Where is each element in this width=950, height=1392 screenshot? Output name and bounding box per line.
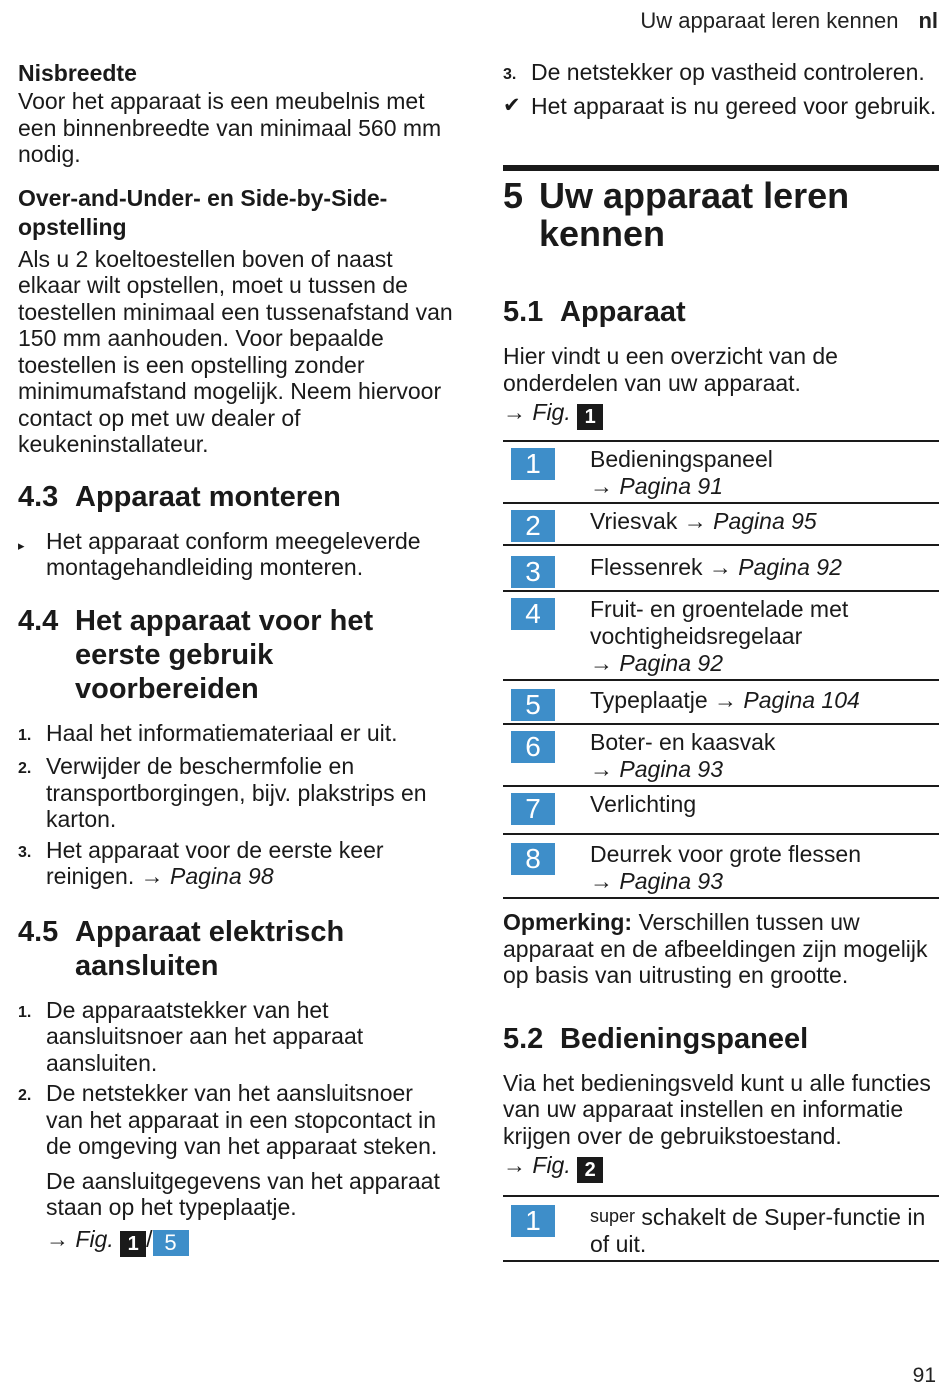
list-text: Het apparaat conform meegeleverde montagehandleiding monteren. (46, 527, 421, 580)
figure-label: Fig. (532, 399, 571, 425)
list-text: Het apparaat voor de eerste keer reinigen. (46, 836, 384, 889)
page-number: 91 (912, 1364, 936, 1387)
section-title: Bedieningspaneel (560, 1022, 809, 1055)
arrow-right-icon: → (46, 1225, 69, 1252)
part-name: Typeplaatje (590, 687, 708, 713)
section-5-1-heading (503, 295, 939, 329)
table-row (503, 835, 939, 899)
arrow-right-icon: → (590, 868, 613, 894)
arrow-right-icon: → (503, 399, 526, 425)
section-title: Het apparaat voor het eerste gebruik voorbereiden (75, 604, 374, 705)
table-row (503, 504, 939, 546)
arrow-right-icon: → (683, 508, 707, 534)
super-key-label: super (590, 1206, 636, 1226)
finish-steps (503, 59, 939, 119)
part-number-badge: 8 (511, 843, 555, 875)
step-number: 1. (18, 1003, 32, 1021)
section-number: 4.5 (18, 915, 59, 948)
overunder-heading: Over-and-Under- en Side-by-Side-opstelling (18, 184, 388, 240)
device-intro: Hier vindt u een overzicht van de onderdelen van uw apparaat. (503, 343, 838, 396)
language-code: nl (918, 8, 938, 33)
mount-list (18, 528, 453, 581)
page-header (640, 8, 938, 34)
prepare-list (18, 720, 453, 890)
section-number: 4.4 (18, 604, 59, 637)
header-title: Uw apparaat leren kennen (640, 8, 899, 33)
section-4-4-heading (18, 604, 453, 706)
remark-label: Opmerking: (503, 909, 633, 935)
page-reference-link[interactable]: Pagina 104 (743, 687, 860, 713)
step-number: 3. (18, 843, 32, 861)
table-row (503, 1197, 939, 1262)
left-column (18, 56, 453, 1257)
list-text: De apparaatstekker van het aansluitsnoer aan het apparaat aansluiten. (46, 996, 364, 1076)
table-row (503, 787, 939, 835)
part-name: Deurrek voor grote flessen (590, 841, 862, 867)
chapter-number: 5 (503, 175, 524, 216)
arrow-right-icon: → (140, 863, 164, 889)
section-4-3-heading (18, 480, 453, 514)
section-number: 4.3 (18, 480, 59, 513)
part-number-badge: 4 (511, 598, 555, 630)
figure-label: Fig. (532, 1152, 571, 1178)
page-reference-link[interactable]: Pagina 92 (619, 650, 723, 676)
section-title: Apparaat (560, 296, 686, 328)
remark-text: Verschillen tussen uw apparaat en de afbeeldingen zijn mogelijk op basis van uitrusting en grootte. (503, 909, 928, 988)
section-title: Apparaat monteren (75, 480, 341, 513)
arrow-right-icon: → (590, 756, 613, 782)
table-row (503, 725, 939, 787)
figure-separator: / (146, 1225, 153, 1252)
control-panel-table (503, 1195, 939, 1262)
arrow-right-icon: → (590, 650, 613, 676)
figure-reference (46, 1225, 453, 1257)
parts-table (503, 440, 939, 899)
chapter-title: Uw apparaat leren kennen (539, 175, 850, 254)
part-number-badge: 3 (511, 556, 555, 588)
chapter-rule (503, 165, 939, 171)
arrow-right-icon: → (714, 687, 738, 713)
list-item (18, 528, 453, 581)
function-text: schakelt de Super-functie in of uit. (590, 1204, 926, 1257)
part-name: Vriesvak (590, 508, 678, 534)
list-item (18, 1080, 453, 1160)
niche-heading: Nisbreedte (18, 60, 137, 86)
overunder-text: Als u 2 koeltoestellen boven of naast elkaar wilt opstellen, moet u tussen de toestellen minimaal een tussenafstand van 150 mm aanhouden. Voor bepaalde toestellen is een opstelling zonder minimumafstand mogelijk. Neem hiervoor contact op met uw dealer of keukeninstallateur. (18, 245, 453, 457)
list-text: Haal het informatiemateriaal er uit. (46, 719, 398, 746)
page-reference-link[interactable]: Pagina 91 (619, 473, 723, 499)
figure-reference (503, 398, 939, 430)
list-item (18, 837, 453, 890)
chapter-heading (503, 177, 939, 253)
figure-reference (503, 1151, 939, 1183)
arrow-right-icon: → (590, 473, 613, 499)
page-reference-link[interactable]: Pagina 98 (170, 863, 274, 889)
section-4-5-heading (18, 915, 453, 983)
part-name: Flessenrek (590, 554, 703, 580)
right-column (503, 56, 939, 1262)
page-reference-link[interactable]: Pagina 92 (738, 554, 842, 580)
list-item (18, 720, 453, 750)
part-name: Verlichting (590, 791, 697, 817)
figure-number-badge[interactable]: 2 (577, 1157, 603, 1183)
list-text: Verwijder de beschermfolie en transportborgingen, bijv. plakstrips en karton. (46, 753, 427, 832)
connect-list (18, 997, 453, 1160)
table-row (503, 681, 939, 725)
part-number-badge: 5 (511, 689, 555, 721)
step-number: 2. (18, 760, 32, 777)
list-item (18, 997, 453, 1077)
part-number-badge: 6 (511, 731, 555, 763)
part-number-badge: 2 (511, 510, 555, 542)
figure-number-badge[interactable]: 1 (120, 1231, 146, 1257)
part-name: Boter- en kaasvak (590, 729, 776, 755)
niche-text: Voor het apparaat is een meubelnis met een binnenbreedte van minimaal 560 mm nodig. (18, 88, 442, 167)
list-text: De netstekker van het aansluitsnoer van het apparaat in een stopcontact in de omgeving van het apparaat steken. (46, 1080, 438, 1159)
table-row (503, 592, 939, 681)
table-row (503, 442, 939, 504)
part-number-badge: 5 (153, 1230, 189, 1256)
section-title: Apparaat elektrisch aansluiten (75, 915, 345, 982)
page-reference-link[interactable]: Pagina 93 (619, 868, 723, 894)
part-name: Fruit- en groentelade met vochtigheidsregelaar (590, 596, 849, 649)
arrow-right-icon: → (708, 554, 732, 580)
section-5-2-heading (503, 1022, 939, 1056)
section-number: 5.1 (503, 296, 544, 328)
part-number-badge: 7 (511, 793, 555, 825)
arrow-right-icon: → (503, 1152, 526, 1178)
part-number-badge: 1 (511, 1205, 555, 1237)
list-item (503, 93, 939, 120)
list-item (18, 753, 453, 833)
figure-number-badge[interactable]: 1 (577, 404, 603, 430)
bullet-marker: ▸ (18, 537, 25, 553)
page-reference-link[interactable]: Pagina 95 (713, 508, 817, 534)
step-number: 1. (18, 726, 32, 744)
control-panel-intro: Via het bedieningsveld kunt u alle functies van uw apparaat instellen en informatie krijgen over de gebruikstoestand. (503, 1069, 931, 1149)
section-number: 5.2 (503, 1022, 544, 1055)
remark (503, 909, 939, 989)
checkmark-icon: ✔ (503, 93, 521, 117)
figure-label: Fig. (75, 1225, 114, 1252)
list-item (503, 59, 939, 89)
table-row (503, 546, 939, 592)
step-number: 3. (503, 66, 517, 83)
part-number-badge: 1 (511, 448, 555, 480)
page-reference-link[interactable]: Pagina 93 (619, 756, 723, 782)
list-text: Het apparaat is nu gereed voor gebruik. (531, 92, 937, 119)
part-name: Bedieningspaneel (590, 446, 773, 472)
connection-note: De aansluitgegevens van het apparaat staan op het typeplaatje. (46, 1167, 440, 1220)
step-number: 2. (18, 1087, 32, 1104)
list-text: De netstekker op vastheid controleren. (531, 59, 925, 85)
